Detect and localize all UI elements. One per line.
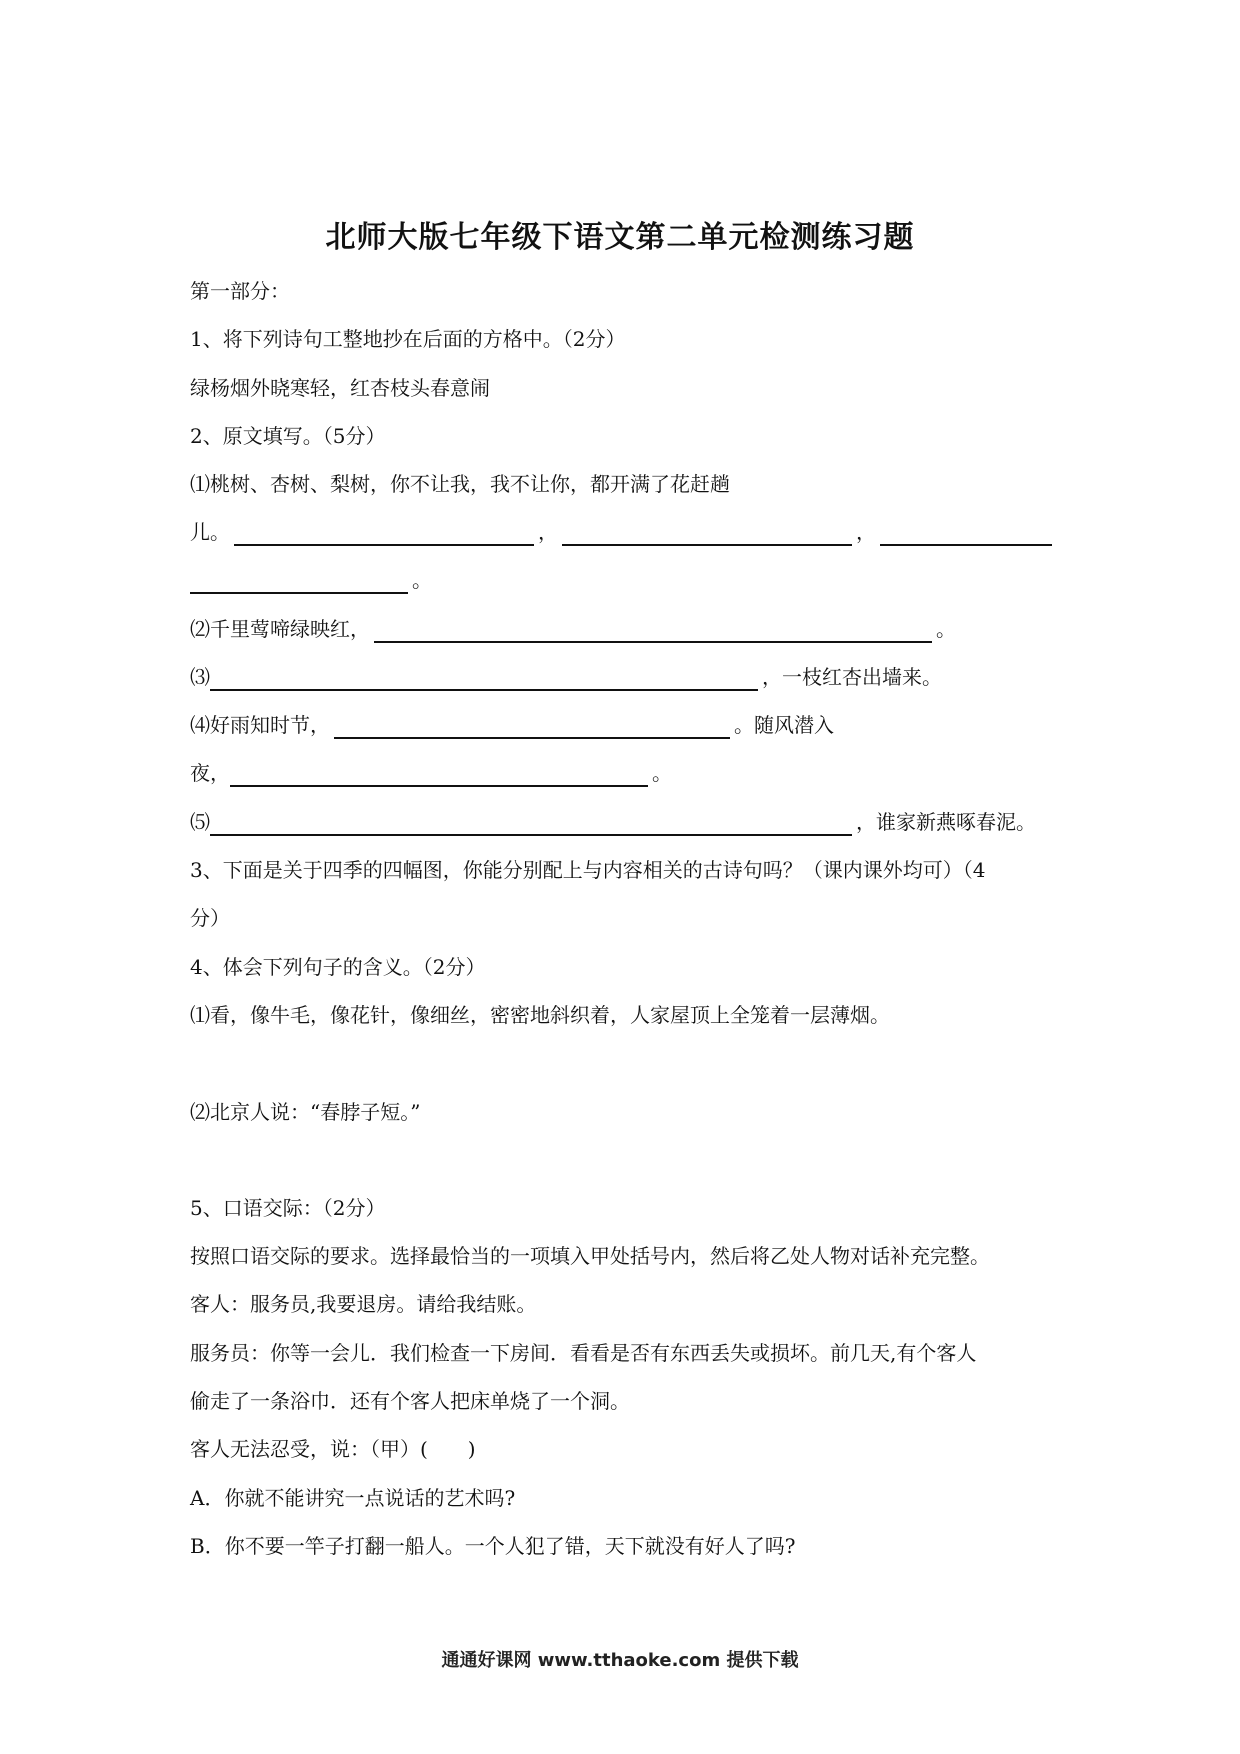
dialogue-staff-2: 偷走了一条浴巾．还有个客人把床单烧了一个洞。 (190, 1389, 630, 1413)
dialogue-guest-1: 客人：服务员,我要退房。请给我结账。 (190, 1292, 537, 1316)
page-title: 北师大版七年级下语文第二单元检测练习题 (325, 220, 915, 255)
question-2-item-3 (190, 663, 942, 691)
answer-blank[interactable] (334, 717, 730, 739)
answer-blank[interactable] (210, 669, 758, 691)
dialogue-staff-1: 服务员：你等一会儿．我们检查一下房间．看看是否有东西丢失或损坏。前几天,有个客人 (190, 1341, 977, 1365)
question-5: 5、口语交际：（2分） (190, 1196, 386, 1220)
option-b: B．你不要一竿子打翻一船人。一个人犯了错，天下就没有好人了吗? (190, 1534, 796, 1558)
question-5-intro: 按照口语交际的要求。选择最恰当的一项填入甲处括号内，然后将乙处人物对话补充完整。 (190, 1244, 990, 1268)
period: 。 (652, 761, 672, 785)
comma: ， (538, 520, 558, 544)
period: 。 (936, 617, 956, 641)
part-heading: 第一部分： (190, 279, 290, 303)
answer-blank[interactable] (210, 814, 852, 836)
item-text: ⑵千里莺啼绿映红， (190, 617, 370, 641)
answer-blank[interactable] (880, 524, 1052, 546)
question-4: 4、体会下列句子的含义。（2分） (190, 955, 486, 979)
item-text: 夜， (190, 761, 230, 785)
text-er: 儿。 (190, 520, 230, 544)
question-2: 2、原文填写。（5分） (190, 424, 386, 448)
answer-blank[interactable] (230, 765, 648, 787)
answer-blank[interactable] (190, 572, 408, 594)
question-3-cont: 分） (190, 906, 230, 930)
answer-blank[interactable] (562, 524, 852, 546)
question-2-item-2 (190, 615, 956, 643)
dialogue-guest-2: 客人无法忍受，说：（甲）( ) (190, 1437, 476, 1461)
question-2-item-1-blanks (190, 518, 1056, 546)
item-text: ，一枝红杏出墙来。 (762, 665, 942, 689)
item-number: ⑶ (190, 665, 210, 689)
question-3: 3、下面是关于四季的四幅图，你能分别配上与内容相关的古诗句吗？（课内课外均可）（4 (190, 858, 986, 882)
item-text: ⑷好雨知时节， (190, 713, 330, 737)
question-4-item-2: ⑵北京人说：“春脖子短。” (190, 1100, 421, 1124)
question-2-item-4b (190, 759, 672, 787)
question-2-item-1-blank-end (190, 566, 432, 594)
period: 。 (412, 568, 432, 592)
answer-blank[interactable] (234, 524, 534, 546)
question-2-item-4 (190, 711, 834, 739)
question-1-poem: 绿杨烟外晓寒轻，红杏枝头春意闹 (190, 376, 490, 400)
item-text: ，谁家新燕啄春泥。 (856, 810, 1036, 834)
answer-blank[interactable] (374, 621, 932, 643)
footer-source: 通通好课网 www.tthaoke.com 提供下载 (441, 1650, 799, 1671)
question-1: 1、将下列诗句工整地抄在后面的方格中。（2分） (190, 327, 626, 351)
option-a: A．你就不能讲究一点说话的艺术吗? (190, 1486, 516, 1510)
question-4-item-1: ⑴看，像牛毛，像花针，像细丝，密密地斜织着，人家屋顶上全笼着一层薄烟。 (190, 1003, 890, 1027)
comma: ， (856, 520, 876, 544)
question-2-item-5 (190, 808, 1036, 836)
item-number: ⑸ (190, 810, 210, 834)
question-2-item-1: ⑴桃树、杏树、梨树，你不让我，我不让你，都开满了花赶趟 (190, 472, 730, 496)
item-text: 。随风潜入 (734, 713, 834, 737)
